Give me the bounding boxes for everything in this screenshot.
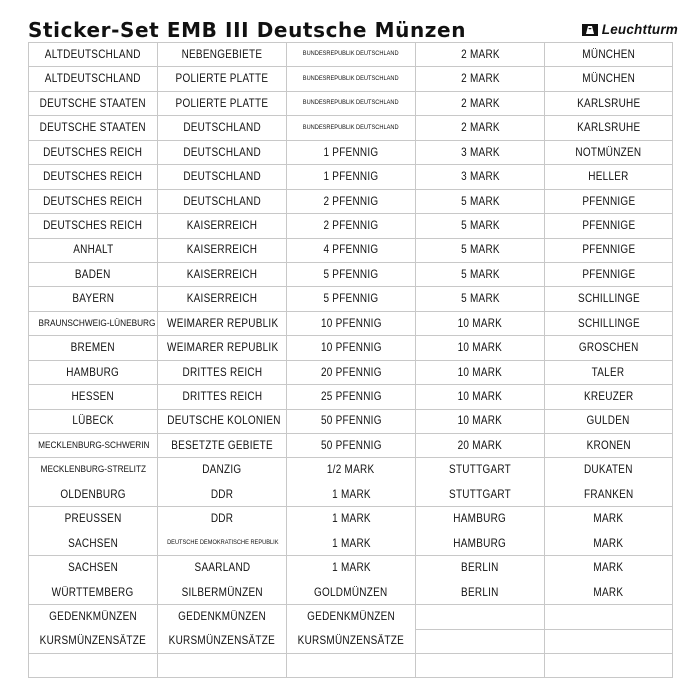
sticker-cell bbox=[545, 67, 673, 91]
grid-row bbox=[29, 91, 673, 115]
grid-row bbox=[29, 238, 673, 262]
sticker-label: DRITTES REICH bbox=[182, 390, 262, 404]
sticker-label: MARK bbox=[593, 585, 624, 599]
grid-row bbox=[29, 458, 673, 482]
sticker-cell bbox=[158, 605, 287, 629]
sticker-label: BUNDESREPUBLIK DEUTSCHLAND bbox=[303, 74, 399, 82]
sticker-label: MARK bbox=[593, 512, 624, 526]
grid-row bbox=[29, 189, 673, 213]
sticker-label: BUNDESREPUBLIK DEUTSCHLAND bbox=[303, 123, 399, 131]
sticker-cell bbox=[545, 311, 673, 335]
sticker-cell bbox=[158, 116, 287, 140]
sticker-label: 10 MARK bbox=[457, 390, 503, 404]
sticker-label: PFENNIGE bbox=[581, 194, 636, 208]
sticker-label: 5 MARK bbox=[460, 243, 500, 257]
sticker-label: BERLIN bbox=[461, 585, 499, 599]
sticker-label: 10 MARK bbox=[457, 414, 503, 428]
sticker-label: DEUTSCHE STAATEN bbox=[39, 121, 147, 135]
sticker-label: NEBENGEBIETE bbox=[181, 47, 263, 61]
sticker-label: PFENNIGE bbox=[581, 218, 636, 232]
sticker-cell bbox=[416, 580, 545, 604]
sticker-cell bbox=[545, 165, 673, 189]
sticker-label: BAYERN bbox=[72, 292, 114, 306]
sticker-cell bbox=[545, 629, 673, 653]
sticker-label: 10 PFENNIG bbox=[320, 341, 382, 355]
sticker-label: MARK bbox=[593, 536, 624, 550]
sticker-label: SAARLAND bbox=[194, 561, 250, 575]
sticker-label: GEDENKMÜNZEN bbox=[49, 609, 137, 623]
sticker-cell bbox=[416, 140, 545, 164]
sticker-label: DEUTSCHLAND bbox=[183, 145, 261, 159]
sticker-label: DEUTSCHLAND bbox=[183, 121, 261, 135]
sticker-label: STUTTGART bbox=[449, 463, 511, 477]
sticker-cell bbox=[545, 140, 673, 164]
sticker-cell bbox=[158, 360, 287, 384]
sticker-label: 2 MARK bbox=[460, 96, 500, 110]
sticker-label: 2 PFENNIG bbox=[323, 194, 379, 208]
sticker-label: GROSCHEN bbox=[578, 341, 639, 355]
sticker-cell bbox=[545, 43, 673, 67]
sticker-cell bbox=[158, 458, 287, 482]
sticker-cell bbox=[29, 214, 158, 238]
sticker-label: KAISERREICH bbox=[186, 243, 258, 257]
grid-row bbox=[29, 214, 673, 238]
sticker-cell bbox=[29, 507, 158, 531]
sticker-label: SCHILLINGE bbox=[577, 292, 640, 306]
grid-row bbox=[29, 385, 673, 409]
sticker-cell bbox=[287, 336, 416, 360]
sticker-label: 2 MARK bbox=[460, 121, 500, 135]
sticker-label: 5 MARK bbox=[460, 218, 500, 232]
sticker-cell bbox=[29, 385, 158, 409]
grid-row bbox=[29, 653, 673, 677]
sticker-cell bbox=[29, 409, 158, 433]
sticker-cell bbox=[545, 116, 673, 140]
sticker-label: 10 PFENNIG bbox=[320, 316, 382, 330]
sticker-label: KARLSRUHE bbox=[576, 96, 641, 110]
sticker-cell bbox=[158, 67, 287, 91]
sticker-cell bbox=[158, 531, 287, 555]
sticker-cell bbox=[29, 165, 158, 189]
sticker-cell bbox=[158, 238, 287, 262]
grid-row bbox=[29, 116, 673, 140]
sticker-label: KURSMÜNZENSÄTZE bbox=[168, 634, 276, 648]
sticker-cell bbox=[29, 629, 158, 653]
sticker-label: DRITTES REICH bbox=[182, 365, 262, 379]
sticker-label: ALTDEUTSCHLAND bbox=[45, 72, 141, 86]
sticker-label: PFENNIGE bbox=[581, 267, 636, 281]
grid-row bbox=[29, 629, 673, 653]
grid-row bbox=[29, 360, 673, 384]
grid-row bbox=[29, 287, 673, 311]
grid-row bbox=[29, 556, 673, 580]
sticker-cell bbox=[29, 287, 158, 311]
sticker-label: 1 PFENNIG bbox=[323, 145, 379, 159]
sticker-label: 20 PFENNIG bbox=[320, 365, 382, 379]
sticker-grid-body bbox=[29, 43, 673, 678]
sticker-label: 3 MARK bbox=[460, 145, 500, 159]
sticker-cell bbox=[416, 262, 545, 286]
sticker-cell bbox=[287, 653, 416, 677]
sticker-label: MECKLENBURG-SCHWERIN bbox=[38, 439, 150, 451]
sticker-cell bbox=[158, 287, 287, 311]
sticker-cell bbox=[287, 434, 416, 458]
sticker-label: 10 MARK bbox=[457, 341, 503, 355]
sticker-label: SACHSEN bbox=[67, 536, 119, 550]
sticker-cell bbox=[545, 214, 673, 238]
sticker-label: 10 MARK bbox=[457, 365, 503, 379]
sticker-cell bbox=[29, 189, 158, 213]
sticker-label: DEUTSCHE DEMOKRATISCHE REPUBLIK bbox=[167, 539, 279, 547]
sticker-cell bbox=[158, 482, 287, 506]
sticker-cell bbox=[29, 262, 158, 286]
sticker-cell bbox=[416, 409, 545, 433]
sticker-cell bbox=[545, 189, 673, 213]
sticker-cell bbox=[416, 531, 545, 555]
sticker-cell bbox=[416, 482, 545, 506]
sticker-cell bbox=[416, 556, 545, 580]
leuchtturm-logo-icon bbox=[581, 23, 599, 37]
sticker-label: STUTTGART bbox=[449, 487, 511, 501]
sticker-label: DEUTSCHES REICH bbox=[43, 145, 143, 159]
sticker-cell bbox=[158, 629, 287, 653]
sticker-cell bbox=[416, 507, 545, 531]
sticker-cell bbox=[29, 482, 158, 506]
sticker-label: BUNDESREPUBLIK DEUTSCHLAND bbox=[303, 99, 399, 107]
sticker-label: KURSMÜNZENSÄTZE bbox=[39, 634, 147, 648]
grid-row bbox=[29, 605, 673, 629]
sticker-label: 20 MARK bbox=[457, 438, 503, 452]
sticker-label: 3 MARK bbox=[460, 170, 500, 184]
sticker-cell bbox=[287, 189, 416, 213]
sticker-cell bbox=[29, 336, 158, 360]
sticker-cell bbox=[545, 458, 673, 482]
sticker-label: DDR bbox=[210, 512, 234, 526]
sticker-label: HESSEN bbox=[71, 390, 115, 404]
sticker-label: MARK bbox=[593, 561, 624, 575]
sticker-cell bbox=[29, 458, 158, 482]
sticker-cell bbox=[416, 311, 545, 335]
sticker-label: MÜNCHEN bbox=[582, 72, 635, 86]
sticker-label: KRONEN bbox=[586, 438, 631, 452]
sticker-label: WEIMARER REPUBLIK bbox=[167, 316, 279, 330]
sticker-label: NOTMÜNZEN bbox=[575, 145, 642, 159]
sticker-label: DEUTSCHE KOLONIEN bbox=[167, 414, 281, 428]
sticker-label: 5 MARK bbox=[460, 194, 500, 208]
sticker-cell bbox=[287, 287, 416, 311]
sticker-label: GEDENKMÜNZEN bbox=[178, 609, 266, 623]
sticker-label: HAMBURG bbox=[453, 536, 507, 550]
sticker-cell bbox=[416, 287, 545, 311]
sticker-label: DEUTSCHE STAATEN bbox=[39, 96, 147, 110]
sticker-label: PFENNIGE bbox=[581, 243, 636, 257]
sticker-cell bbox=[416, 238, 545, 262]
sticker-cell bbox=[416, 434, 545, 458]
sticker-cell bbox=[158, 165, 287, 189]
sticker-label: BESETZTE GEBIETE bbox=[171, 438, 273, 452]
sticker-label: DUKATEN bbox=[584, 463, 633, 477]
sticker-cell bbox=[416, 336, 545, 360]
sticker-cell bbox=[158, 409, 287, 433]
sticker-cell bbox=[287, 238, 416, 262]
sticker-label: DEUTSCHES REICH bbox=[43, 170, 143, 184]
sticker-cell bbox=[287, 67, 416, 91]
sticker-cell bbox=[287, 360, 416, 384]
sticker-cell bbox=[545, 385, 673, 409]
sticker-label: 1 MARK bbox=[331, 512, 371, 526]
grid-row bbox=[29, 409, 673, 433]
sticker-cell bbox=[287, 91, 416, 115]
sticker-label: 4 PFENNIG bbox=[323, 243, 379, 257]
sticker-cell bbox=[158, 556, 287, 580]
sticker-cell bbox=[158, 214, 287, 238]
sticker-cell bbox=[545, 482, 673, 506]
sticker-cell bbox=[287, 116, 416, 140]
sticker-label: 1 MARK bbox=[331, 487, 371, 501]
sticker-label: ALTDEUTSCHLAND bbox=[45, 47, 141, 61]
sticker-label: FRANKEN bbox=[583, 487, 634, 501]
sticker-label: SCHILLINGE bbox=[577, 316, 640, 330]
sticker-cell bbox=[158, 91, 287, 115]
sticker-cell bbox=[287, 385, 416, 409]
sticker-cell bbox=[545, 556, 673, 580]
sticker-cell bbox=[29, 238, 158, 262]
page-title: Sticker-Set EMB III Deutsche Münzen bbox=[28, 18, 467, 42]
sticker-cell bbox=[29, 43, 158, 67]
sticker-cell bbox=[29, 311, 158, 335]
grid-row bbox=[29, 507, 673, 531]
sticker-cell bbox=[287, 140, 416, 164]
header bbox=[28, 16, 678, 44]
sticker-label: 2 MARK bbox=[460, 72, 500, 86]
sticker-cell bbox=[416, 67, 545, 91]
sticker-label: MÜNCHEN bbox=[582, 47, 635, 61]
sticker-label: KURSMÜNZENSÄTZE bbox=[297, 634, 405, 648]
sticker-label: MECKLENBURG-STRELITZ bbox=[40, 464, 146, 476]
sticker-label: SILBERMÜNZEN bbox=[181, 585, 263, 599]
sticker-cell bbox=[287, 605, 416, 629]
sticker-label: KAISERREICH bbox=[186, 267, 258, 281]
brand bbox=[581, 22, 678, 37]
sticker-cell bbox=[287, 43, 416, 67]
sticker-label: DANZIG bbox=[202, 463, 242, 477]
sticker-cell bbox=[416, 116, 545, 140]
sticker-cell bbox=[158, 262, 287, 286]
sticker-cell bbox=[29, 653, 158, 677]
sticker-cell bbox=[287, 629, 416, 653]
sticker-cell bbox=[545, 336, 673, 360]
grid-row bbox=[29, 262, 673, 286]
sticker-cell bbox=[545, 434, 673, 458]
sticker-cell bbox=[545, 507, 673, 531]
sticker-label: 5 MARK bbox=[460, 292, 500, 306]
sticker-label: HAMBURG bbox=[453, 512, 507, 526]
sticker-label: DEUTSCHLAND bbox=[183, 170, 261, 184]
sticker-cell bbox=[416, 653, 545, 677]
sticker-cell bbox=[158, 43, 287, 67]
sticker-cell bbox=[29, 434, 158, 458]
sticker-label: 1 PFENNIG bbox=[323, 170, 379, 184]
sticker-cell bbox=[158, 580, 287, 604]
grid-row bbox=[29, 140, 673, 164]
sticker-cell bbox=[287, 580, 416, 604]
sticker-cell bbox=[158, 653, 287, 677]
sticker-cell bbox=[545, 531, 673, 555]
sticker-cell bbox=[545, 653, 673, 677]
sticker-label: GULDEN bbox=[586, 414, 631, 428]
sticker-cell bbox=[416, 214, 545, 238]
sticker-label: WEIMARER REPUBLIK bbox=[167, 341, 279, 355]
sticker-cell bbox=[29, 116, 158, 140]
sticker-cell bbox=[287, 507, 416, 531]
sticker-label: BERLIN bbox=[461, 561, 499, 575]
grid-row bbox=[29, 165, 673, 189]
sticker-cell bbox=[287, 165, 416, 189]
sticker-label: KAISERREICH bbox=[186, 292, 258, 306]
sticker-cell bbox=[158, 311, 287, 335]
sticker-label: KARLSRUHE bbox=[576, 121, 641, 135]
sticker-label: SACHSEN bbox=[67, 561, 119, 575]
grid-row bbox=[29, 311, 673, 335]
sticker-label: 50 PFENNIG bbox=[320, 414, 382, 428]
sticker-cell bbox=[29, 580, 158, 604]
sticker-cell bbox=[545, 360, 673, 384]
sticker-cell bbox=[545, 605, 673, 629]
sticker-cell bbox=[416, 189, 545, 213]
sticker-cell bbox=[158, 189, 287, 213]
sticker-grid bbox=[28, 42, 673, 678]
sticker-cell bbox=[29, 605, 158, 629]
sticker-label: 5 PFENNIG bbox=[323, 292, 379, 306]
sticker-cell bbox=[416, 360, 545, 384]
sticker-label: HAMBURG bbox=[66, 365, 120, 379]
sticker-cell bbox=[416, 458, 545, 482]
sticker-label: 2 MARK bbox=[460, 47, 500, 61]
sticker-cell bbox=[287, 458, 416, 482]
sticker-cell bbox=[29, 91, 158, 115]
sticker-cell bbox=[287, 262, 416, 286]
sticker-cell bbox=[545, 287, 673, 311]
sticker-cell bbox=[416, 385, 545, 409]
sticker-cell bbox=[416, 629, 545, 653]
sticker-cell bbox=[158, 140, 287, 164]
sticker-label: BUNDESREPUBLIK DEUTSCHLAND bbox=[303, 50, 399, 58]
sticker-cell bbox=[287, 482, 416, 506]
sticker-label: DEUTSCHLAND bbox=[183, 194, 261, 208]
sticker-cell bbox=[158, 336, 287, 360]
grid-row bbox=[29, 580, 673, 604]
sticker-cell bbox=[287, 311, 416, 335]
sticker-label: DEUTSCHES REICH bbox=[43, 194, 143, 208]
sticker-cell bbox=[416, 165, 545, 189]
sticker-label: GOLDMÜNZEN bbox=[314, 585, 388, 599]
sticker-cell bbox=[416, 605, 545, 629]
sticker-label: POLIERTE PLATTE bbox=[175, 72, 269, 86]
sticker-cell bbox=[29, 556, 158, 580]
brand-name: Leuchtturm bbox=[601, 22, 678, 37]
sticker-cell bbox=[545, 262, 673, 286]
sticker-label: BRAUNSCHWEIG-LÜNEBURG bbox=[38, 317, 156, 329]
sticker-cell bbox=[545, 91, 673, 115]
sticker-label: 1 MARK bbox=[331, 536, 371, 550]
sticker-cell bbox=[287, 556, 416, 580]
sticker-label: BREMEN bbox=[70, 341, 116, 355]
sticker-cell bbox=[29, 140, 158, 164]
sticker-label: KREUZER bbox=[583, 390, 634, 404]
sticker-cell bbox=[29, 67, 158, 91]
sticker-label: 1 MARK bbox=[331, 561, 371, 575]
sticker-label: 10 MARK bbox=[457, 316, 503, 330]
sticker-label: HELLER bbox=[588, 170, 629, 184]
sticker-label: OLDENBURG bbox=[60, 487, 126, 501]
sticker-label: TALER bbox=[592, 365, 625, 379]
sticker-cell bbox=[158, 434, 287, 458]
sticker-label: 5 MARK bbox=[460, 267, 500, 281]
sticker-cell bbox=[545, 580, 673, 604]
grid-row bbox=[29, 43, 673, 67]
grid-row bbox=[29, 531, 673, 555]
sticker-label: WÜRTTEMBERG bbox=[52, 585, 134, 599]
sticker-label: DEUTSCHES REICH bbox=[43, 218, 143, 232]
sticker-label: 50 PFENNIG bbox=[320, 438, 382, 452]
sticker-label: 2 PFENNIG bbox=[323, 218, 379, 232]
grid-row bbox=[29, 482, 673, 506]
sticker-cell bbox=[545, 238, 673, 262]
sticker-cell bbox=[416, 43, 545, 67]
sticker-label: KAISERREICH bbox=[186, 218, 258, 232]
sticker-label: 25 PFENNIG bbox=[320, 390, 382, 404]
sticker-label: DDR bbox=[210, 487, 234, 501]
sticker-cell bbox=[158, 507, 287, 531]
sticker-cell bbox=[158, 385, 287, 409]
sticker-label: LÜBECK bbox=[72, 414, 114, 428]
sticker-label: 1/2 MARK bbox=[327, 463, 375, 477]
sticker-cell bbox=[29, 360, 158, 384]
sticker-cell bbox=[545, 409, 673, 433]
sticker-cell bbox=[287, 531, 416, 555]
sticker-label: ANHALT bbox=[72, 243, 114, 257]
sticker-label: POLIERTE PLATTE bbox=[175, 96, 269, 110]
sticker-label: PREUSSEN bbox=[64, 512, 122, 526]
sticker-label: 5 PFENNIG bbox=[323, 267, 379, 281]
sticker-cell bbox=[416, 91, 545, 115]
sticker-label: BADEN bbox=[75, 267, 111, 281]
grid-row bbox=[29, 67, 673, 91]
grid-row bbox=[29, 434, 673, 458]
sticker-cell bbox=[287, 214, 416, 238]
sticker-label: GEDENKMÜNZEN bbox=[307, 609, 395, 623]
sticker-cell bbox=[287, 409, 416, 433]
sticker-cell bbox=[29, 531, 158, 555]
grid-row bbox=[29, 336, 673, 360]
